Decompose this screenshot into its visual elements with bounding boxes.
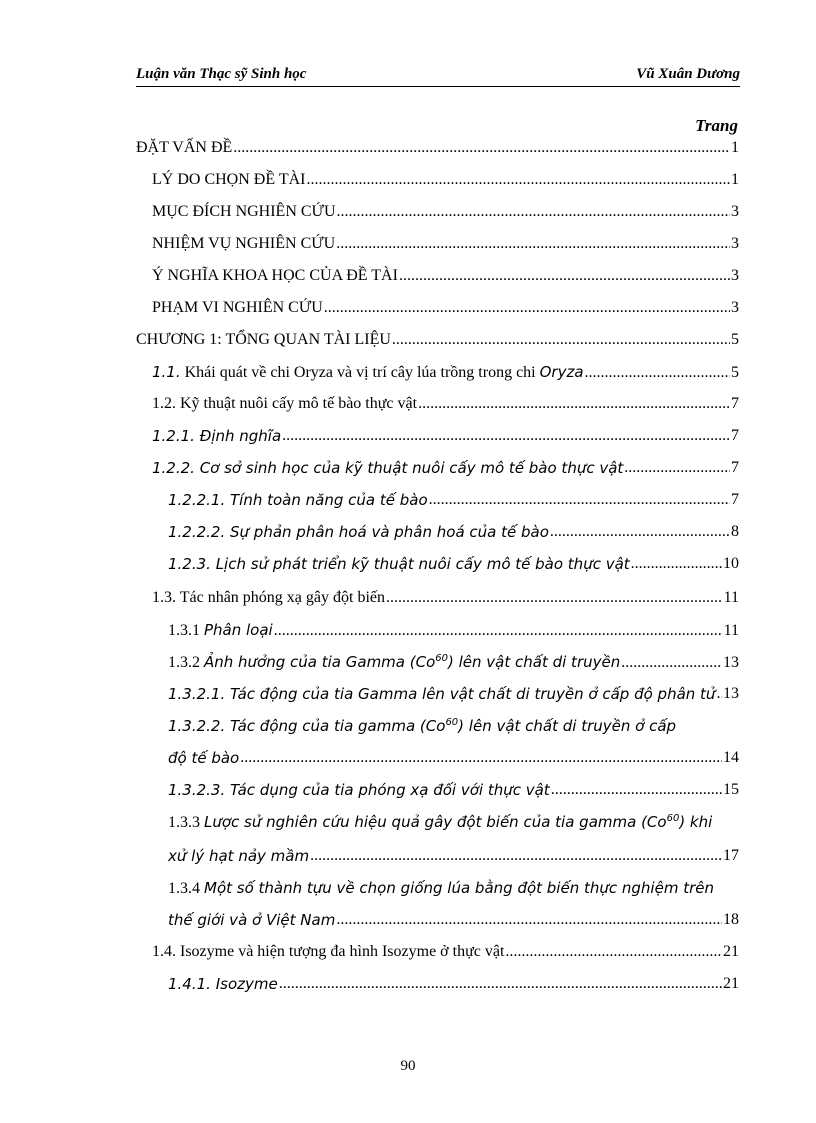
toc-entry[interactable]: 1.2. Kỹ thuật nuôi cấy mô tế bào thực vật ..... 7 <box>152 394 739 414</box>
toc-entry[interactable]: NHIỆM VỤ NGHIÊN CỨU ..... 3 <box>152 234 739 254</box>
toc-entry[interactable]: 1.4. Isozyme và hiện tượng đa hình Isozyme ở thực vật ..... 21 <box>152 942 739 962</box>
toc-entry-line1[interactable]: 1.3.2.2. Tác động của tia gamma (Co$^{60}$) lên vật chất di truyền ở cấp <box>168 717 677 735</box>
toc-entry-line2[interactable]: thế giới và ở Việt Nam ..... 18 <box>168 910 739 930</box>
toc-entry[interactable]: 1.2.2.2. Sự phản phân hoá và phân hoá của tế bào ..... 8 <box>168 522 739 542</box>
toc-entry[interactable]: 1.3.1 Phân loại ..... 11 <box>168 620 739 641</box>
toc-entry[interactable]: 1.3.2.3. Tác dụng của tia phóng xạ đối với thực vật ..... 15 <box>168 780 739 800</box>
toc-entry[interactable]: 1.1. Khái quát về chi Oryza và vị trí cây lúa trồng trong chi Oryza ..... 5 <box>152 362 739 383</box>
toc-entry[interactable]: Ý NGHĨA KHOA HỌC CỦA ĐỀ TÀI ..... 3 <box>152 266 739 286</box>
toc-entry[interactable]: 1.4.1. Isozyme ..... 21 <box>168 974 739 994</box>
toc-entry[interactable]: MỤC ĐÍCH NGHIÊN CỨU ..... 3 <box>152 202 739 222</box>
header-author: Vũ Xuân Dương <box>636 66 740 82</box>
toc-entry[interactable]: ĐẶT VẤN ĐỀ ..... 1 <box>136 138 739 158</box>
toc-entry-line2[interactable]: độ tế bào ..... 14 <box>168 748 739 768</box>
toc-entry[interactable]: 1.2.3. Lịch sử phát triển kỹ thuật nuôi cấy mô tế bào thực vật ..... 10 <box>168 554 739 574</box>
toc-entry[interactable]: 1.2.1. Định nghĩa ..... 7 <box>152 426 739 446</box>
toc-entry-line1[interactable]: 1.3.4 Một số thành tựu về chọn giống lúa bằng đột biến thực nghiệm trên <box>168 879 714 897</box>
toc-entry-line1[interactable]: 1.3.3 Lược sử nghiên cứu hiệu quả gây đột biến của tia gamma (Co$^{60}$) khi <box>168 813 713 831</box>
toc-entry[interactable]: 1.3.2 Ảnh hưởng của tia Gamma (Co$^{60}$) lên vật chất di truyền ..... 13 <box>168 652 739 673</box>
running-header <box>136 66 740 87</box>
toc-entry-line2[interactable]: xử lý hạt nảy mầm ..... 17 <box>168 846 739 866</box>
header-thesis-title: Luận văn Thạc sỹ Sinh học <box>136 66 307 82</box>
toc-entry[interactable]: 1.3. Tác nhân phóng xạ gây đột biến ..... 11 <box>152 588 739 608</box>
toc-entry[interactable]: 1.2.2.1. Tính toàn năng của tế bào ..... 7 <box>168 490 739 510</box>
toc-entry[interactable]: PHẠM VI NGHIÊN CỨU ..... 3 <box>152 298 739 318</box>
toc-entry[interactable]: 1.2.2. Cơ sở sinh học của kỹ thuật nuôi cấy mô tế bào thực vật ..... 7 <box>152 458 739 478</box>
toc-page-label: Trang <box>695 116 738 135</box>
toc-entry-chapter[interactable]: CHƯƠNG 1: TỔNG QUAN TÀI LIỆU ..... 5 <box>136 330 739 350</box>
page-number: 90 <box>400 1058 416 1074</box>
toc-entry[interactable]: 1.3.2.1. Tác động của tia Gamma lên vật chất di truyền ở cấp độ phân tử ..... 13 <box>168 684 739 704</box>
toc-entry[interactable]: LÝ DO CHỌN ĐỀ TÀI ..... 1 <box>152 170 739 190</box>
